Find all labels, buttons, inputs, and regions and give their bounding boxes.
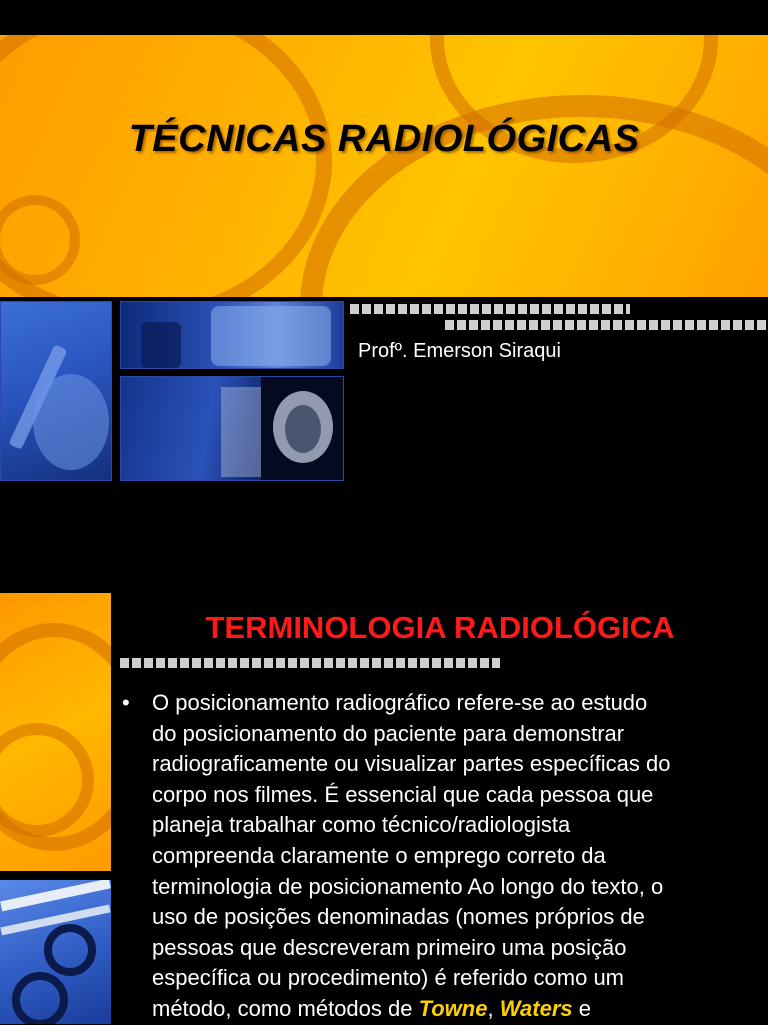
blue-stethoscope-photo xyxy=(0,880,111,1024)
illegible-caption xyxy=(350,304,630,314)
paragraph-line: do posicionamento do paciente para demonstrar xyxy=(152,720,625,746)
mri-monitor-photo xyxy=(120,376,344,481)
paragraph-text xyxy=(152,688,762,1025)
paragraph-line: planeja trabalhar como técnico/radiologista xyxy=(152,812,571,838)
paragraph-line: O posicionamento radiográfico refere-se ao estudo xyxy=(152,690,648,715)
syringe-icon xyxy=(1,302,111,480)
slide-title: TÉCNICAS RADIOLÓGICAS xyxy=(128,118,640,160)
last-line-prefix: método, como métodos de xyxy=(152,995,419,1021)
syringe-photo xyxy=(0,301,112,481)
paragraph-line: corpo nos filmes. É essencial que cada pessoa que xyxy=(152,781,654,807)
title-banner xyxy=(0,35,768,297)
illegible-caption xyxy=(445,320,768,330)
bullet-dot: • xyxy=(122,690,130,715)
paragraph-line: pessoas que descreveram primeiro uma posição xyxy=(152,934,627,960)
brain-scan-icon xyxy=(121,377,343,480)
last-line-separator: , xyxy=(487,995,500,1021)
orange-stethoscope-panel xyxy=(0,593,111,871)
author-name: Profº. Emerson Siraqui xyxy=(358,340,561,362)
vial-icon xyxy=(121,302,343,368)
paragraph-line: uso de posições denominadas (nomes próprios de xyxy=(152,904,645,930)
paragraph-line: terminologia de posicionamento Ao longo do texto, o xyxy=(152,873,664,899)
paragraph-line: radiograficamente ou visualizar partes específicas do xyxy=(152,751,671,777)
illegible-caption xyxy=(120,658,500,668)
method-name-waters: Waters xyxy=(499,995,573,1021)
method-name-towne: Towne xyxy=(418,995,488,1021)
paragraph-line-last xyxy=(152,994,762,1025)
last-line-suffix: e xyxy=(572,995,592,1021)
vial-photo xyxy=(120,301,344,369)
paragraph-line: específica ou procedimento) é referido como um xyxy=(152,965,625,991)
paragraph-line: compreenda claramente o emprego correto da xyxy=(152,842,606,868)
stethoscope-icon xyxy=(0,880,111,1024)
section-title: TERMINOLOGIA RADIOLÓGICA xyxy=(205,610,675,645)
